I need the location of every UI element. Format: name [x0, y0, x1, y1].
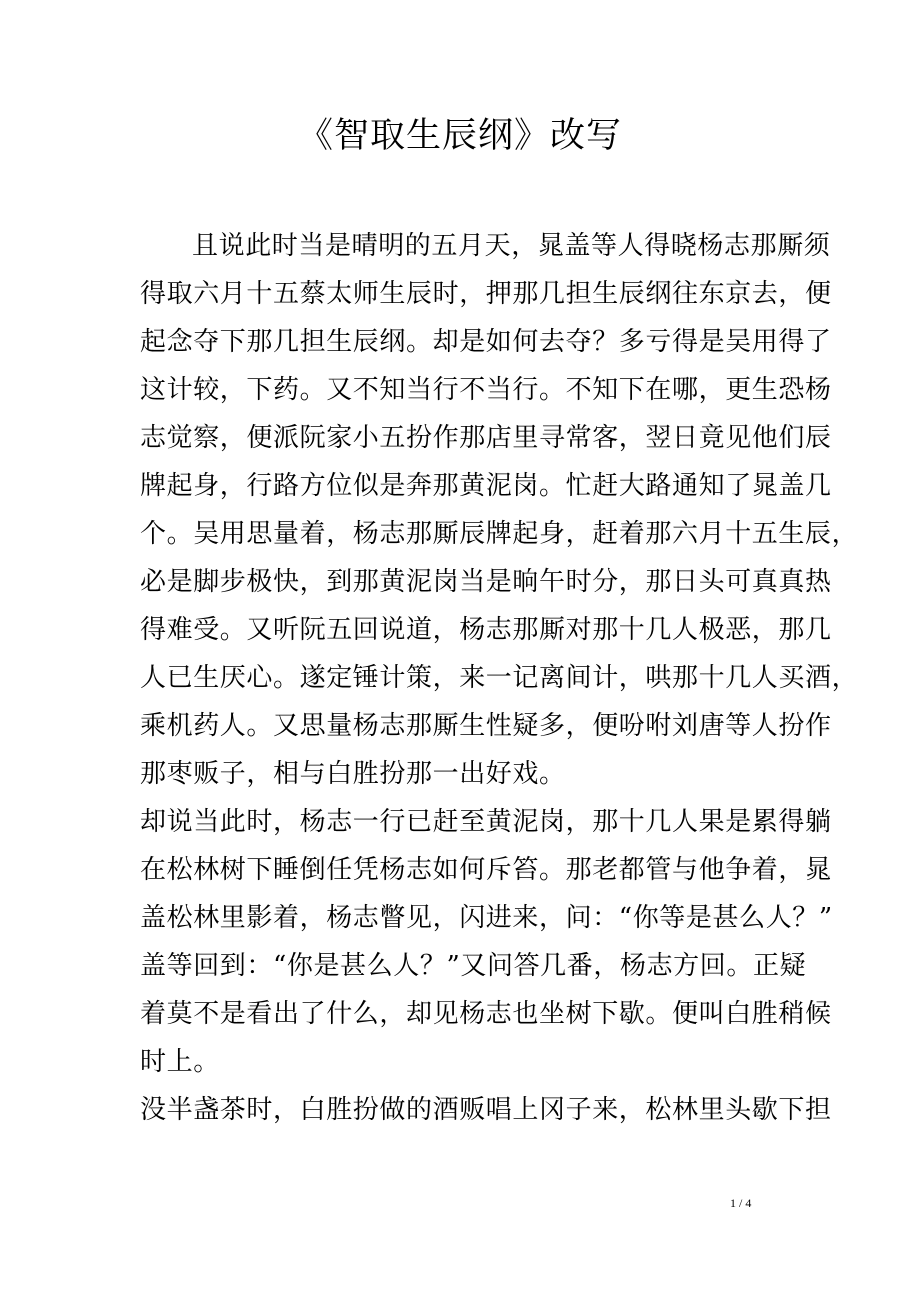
page-number: 1 / 4: [730, 1196, 752, 1210]
text-line: 志觉察，便派阮家小五扮作那店里寻常客，翌日竟见他们辰: [140, 423, 832, 453]
text-line: 且说此时当是晴明的五月天，晁盖等人得晓杨志那厮须: [192, 231, 831, 261]
text-line: 人已生厌心。遂定锤计策，来一记离间计，哄那十几人买酒，: [140, 663, 859, 693]
text-line: 起念夺下那几担生辰纲。却是如何去夺？多亏得是吴用得了: [140, 327, 832, 357]
text-line: 得难受。又听阮五回说道，杨志那厮对那十几人极恶，那几: [140, 615, 832, 645]
text-line: 乘机药人。又思量杨志那厮生性疑多，便吩咐刘唐等人扮作: [140, 711, 832, 741]
text-line: 没半盏茶时，白胜扮做的酒贩唱上冈子来，松林里头歇下担: [140, 1095, 832, 1125]
text-line: 着莫不是看出了什么，却见杨志也坐树下歇。便叫白胜稍候: [140, 999, 832, 1029]
text-line: 个。吴用思量着，杨志那厮辰牌起身，赶着那六月十五生辰，: [140, 519, 859, 549]
document-title: 《智取生辰纲》改写: [297, 116, 622, 156]
document-body: [140, 222, 859, 1134]
text-line: 盖松林里影着，杨志瞥见，闪进来，问：“你等是甚么人？”: [140, 903, 833, 933]
text-line: 这计较，下药。又不知当行不当行。不知下在哪，更生恐杨: [140, 375, 832, 405]
text-line: 却说当此时，杨志一行已赶至黄泥岗，那十几人果是累得躺: [140, 807, 832, 837]
text-line: 牌起身，行路方位似是奔那黄泥岗。忙赶大路通知了晁盖几: [140, 471, 832, 501]
text-line: 必是脚步极快，到那黄泥岗当是晌午时分，那日头可真真热: [140, 567, 832, 597]
text-line: 盖等回到：“你是甚么人？”又问答几番，杨志方回。正疑: [140, 951, 807, 981]
text-line: 在松林树下睡倒任凭杨志如何斥笞。那老都管与他争着，晁: [140, 855, 832, 885]
text-line: 时上。: [140, 1047, 220, 1077]
text-line: 那枣贩子，相与白胜扮那一出好戏。: [140, 759, 566, 789]
text-line: 得取六月十五蔡太师生辰时，押那几担生辰纲往东京去，便: [140, 279, 832, 309]
